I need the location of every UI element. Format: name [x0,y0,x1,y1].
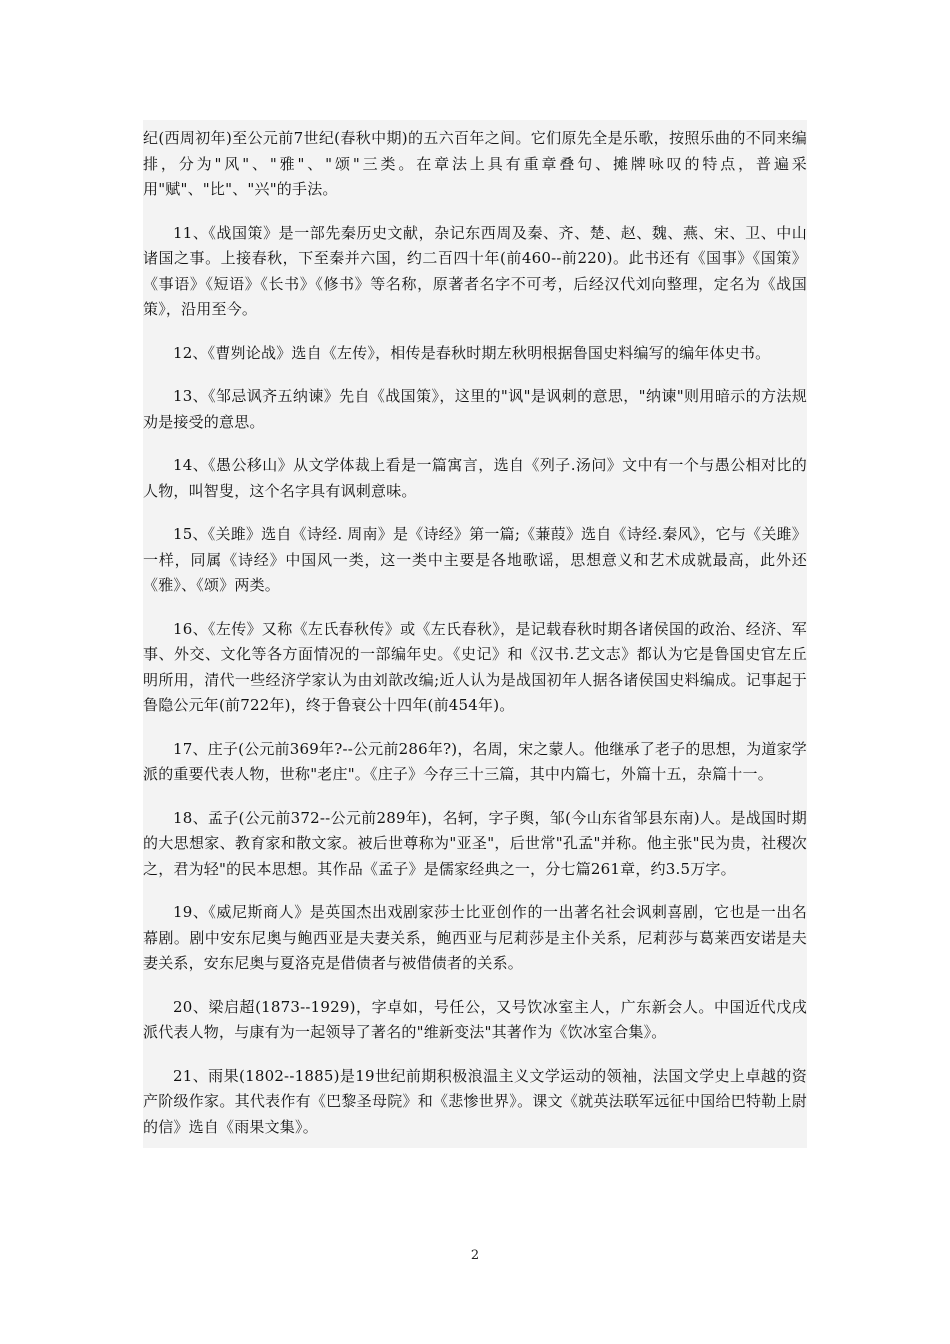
page-number: 2 [470,1248,480,1263]
paragraph-item-19: 19、《威尼斯商人》是英国杰出戏剧家莎士比亚创作的一出著名社会讽刺喜剧，它也是一出名幕剧。剧中安东尼奥与鲍西亚是夫妻关系，鲍西亚与尼莉莎是主仆关系，尼莉莎与葛莱西安诺是夫妻关系，安东尼奥与夏洛克是借债者与被借债者的关系。 [143,903,807,972]
document-body [143,120,807,1148]
paragraph-item-17: 17、庄子(公元前369年?--公元前286年?)，名周，宋之蒙人。他继承了老子的思想，为道家学派的重要代表人物，世称"老庄"。《庄子》今存三十三篇，其中内篇七，外篇十五，杂篇十一。 [143,739,807,783]
paragraph-item-16: 16、《左传》又称《左氏春秋传》或《左氏春秋》，是记载春秋时期各诸侯国的政治、经济、军事、外交、文化等各方面情况的一部编年史。《史记》和《汉书.艺文志》都认为它是鲁国史官左丘明所用，清代一些经济学家认为由刘歆改编;近人认为是战国初年人据各诸侯国史料编成。记事起于鲁隐公元年(前722年)，终于鲁衰公十四年(前454年)。 [143,619,807,714]
paragraph-item-20: 20、梁启超(1873--1929)，字卓如，号任公，又号饮冰室主人，广东新会人。中国近代戊戌派代表人物，与康有为一起领导了著名的"维新变法"其著作为《饮冰室合集》。 [143,997,807,1041]
paragraph-item-21: 21、雨果(1802--1885)是19世纪前期积极浪温主义文学运动的领袖，法国文学史上卓越的资产阶级作家。其代表作有《巴黎圣母院》和《悲惨世界》。课文《就英法联军远征中国给巴特勒上尉的信》选自《雨果文集》。 [143,1066,807,1136]
paragraph-item-14: 14、《愚公移山》从文学体裁上看是一篇寓言，选自《列子.汤问》文中有一个与愚公相对比的人物，叫智叟，这个名字具有讽刺意味。 [143,456,807,500]
paragraph-item-11: 11、《战国策》是一部先秦历史文献，杂记东西周及秦、齐、楚、赵、魏、燕、宋、卫、中山诸国之事。上接春秋，下至秦并六国，约二百四十年(前460--前220)。此书还有《国事》《国策》《事语》《短语》《长书》《修书》等名称，原著者名字不可考，后经汉代刘向整理，定名为《战国策》，沿用至今。 [143,223,807,318]
paragraph-item-15: 15、《关雎》选自《诗经. 周南》是《诗经》第一篇;《蒹葭》选自《诗经.秦风》，它与《关雎》一样，同属《诗经》中国风一类，这一类中主要是各地歌谣，思想意义和艺术成就最高，此外还《雅》、《颂》两类。 [143,525,807,594]
paragraph-item-13: 13、《邹忌讽齐五纳谏》先自《战国策》，这里的"讽"是讽刺的意思，"纳谏"则用暗示的方法规劝是接受的意思。 [143,387,807,431]
paragraph-continued: 纪(西周初年)至公元前7世纪(春秋中期)的五六百年之间。它们原先全是乐歌，按照乐曲的不同来编排，分为"风"、"雅"、"颂"三类。在章法上具有重章叠句、摊牌咏叹的特点，普遍采用"赋"、"比"、"兴"的手法。 [143,129,807,198]
paragraph-item-12: 12、《曹刿论战》选自《左传》，相传是春秋时期左秋明根据鲁国史料编写的编年体史书。 [173,343,771,362]
paragraph-item-18: 18、孟子(公元前372--公元前289年)，名轲，字子舆，邹(今山东省邹县东南)人。是战国时期的大思想家、教育家和散文家。被后世尊称为"亚圣"，后世常"孔孟"并称。他主张"民为贵，社稷次之，君为轻"的民本思想。其作品《孟子》是儒家经典之一，分七篇261章，约3.5万字。 [143,808,807,878]
